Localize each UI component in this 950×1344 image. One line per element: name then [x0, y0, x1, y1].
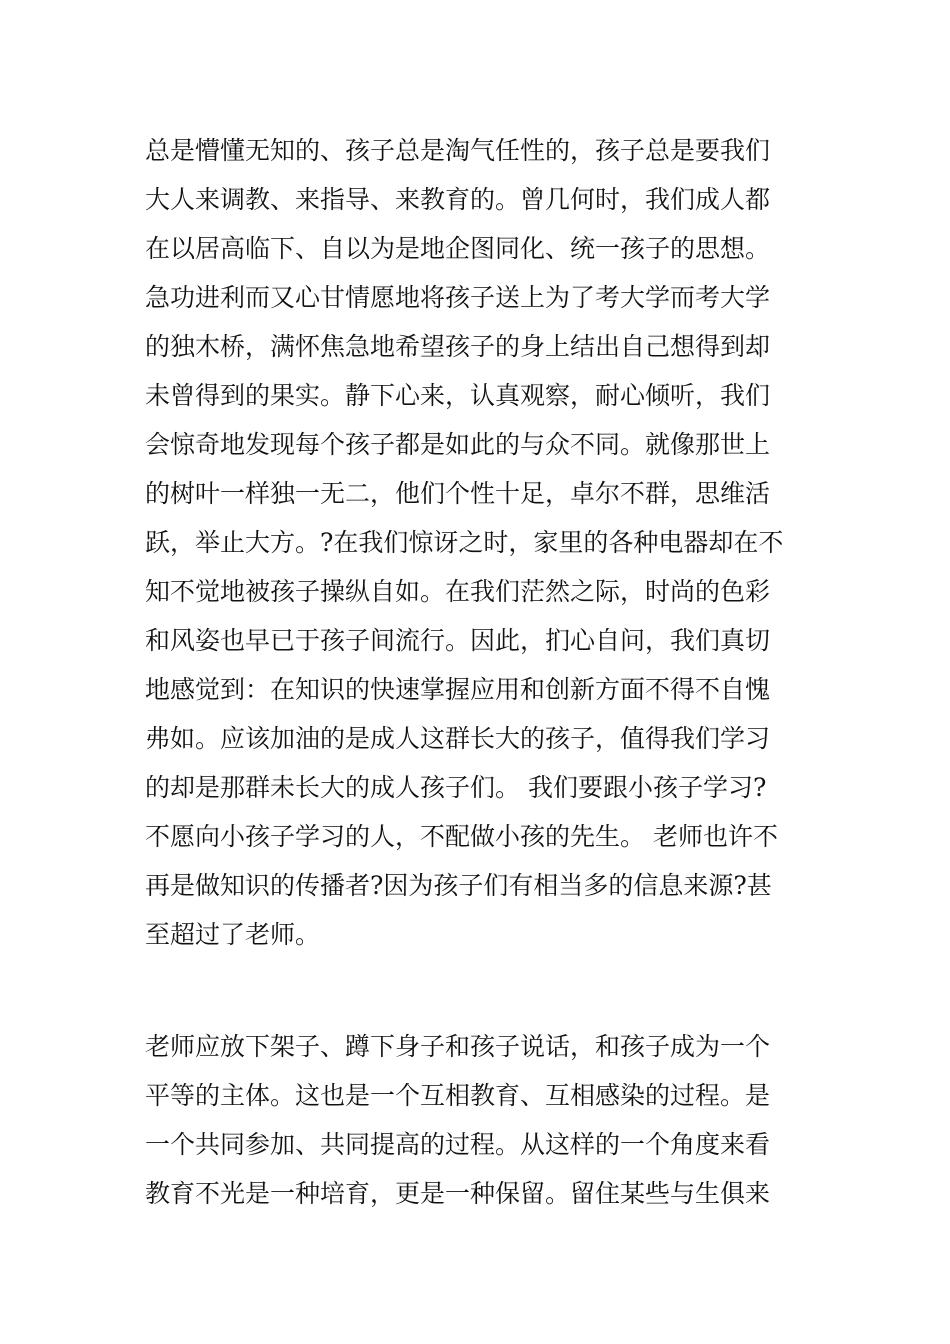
text-line: 跃，举止大方。?在我们惊讶之时，家里的各种电器却在不: [145, 528, 784, 557]
text-line: 总是懵懂无知的、孩子总是淘气任性的，孩子总是要我们: [145, 136, 771, 165]
text-line: 至超过了老师。: [145, 920, 321, 949]
text-line: 的却是那群未长大的成人孩子们。 我们要跟小孩子学习?: [145, 773, 767, 802]
text-line: 平等的主体。这也是一个互相教育、互相感染的过程。是: [145, 1081, 771, 1110]
text-line: 大人来调教、来指导、来教育的。曾几何时，我们成人都: [145, 185, 771, 214]
text-line: 和风姿也早已于孩子间流行。因此，扪心自问，我们真切: [145, 626, 771, 655]
text-line: 急功进利而又心甘情愿地将孩子送上为了考大学而考大学: [145, 283, 771, 312]
text-line: 的独木桥，满怀焦急地希望孩子的身上结出自己想得到却: [145, 332, 771, 361]
paragraph-1: [145, 126, 810, 959]
text-line: 教育不光是一种培育，更是一种保留。留住某些与生俱来: [145, 1179, 771, 1208]
text-line: 再是做知识的传播者?因为孩子们有相当多的信息来源?甚: [145, 871, 772, 900]
text-line: 老师应放下架子、蹲下身子和孩子说话，和孩子成为一个: [145, 1032, 771, 1061]
text-line: 一个共同参加、共同提高的过程。从这样的一个角度来看: [145, 1130, 771, 1159]
text-line: 的树叶一样独一无二，他们个性十足，卓尔不群，思维活: [145, 479, 771, 508]
text-line: 地感觉到：在知识的快速掌握应用和创新方面不得不自愧: [145, 675, 771, 704]
text-line: 未曾得到的果实。静下心来，认真观察，耐心倾听，我们: [145, 381, 771, 410]
text-line: 不愿向小孩子学习的人，不配做小孩的先生。 老师也许不: [145, 822, 778, 851]
text-line: 会惊奇地发现每个孩子都是如此的与众不同。就像那世上: [145, 430, 771, 459]
paragraph-2: [145, 1022, 810, 1218]
text-line: 在以居高临下、自以为是地企图同化、统一孩子的思想。: [145, 234, 771, 263]
text-line: 弗如。应该加油的是成人这群长大的孩子，值得我们学习: [145, 724, 771, 753]
text-line: 知不觉地被孩子操纵自如。在我们茫然之际，时尚的色彩: [145, 577, 771, 606]
